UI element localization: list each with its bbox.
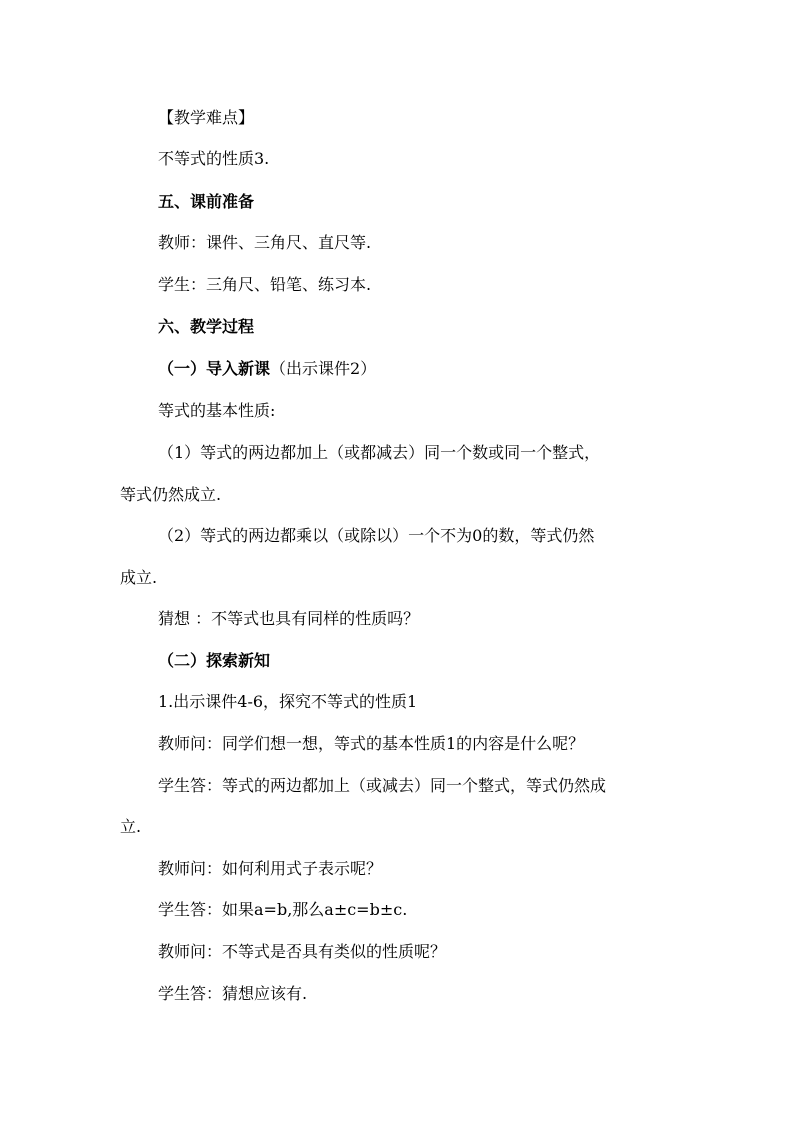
paragraph-student-answer-3: 学生答：猜想应该有. — [158, 984, 308, 1003]
paragraph-student-answer-2: 学生答：如果a=b,那么a±c=b±c. — [158, 900, 408, 919]
list-item-property-2: （2）等式的两边都乘以（或除以）一个不为0的数，等式仍然 — [158, 526, 595, 545]
paragraph-step-1: 1.出示课件4-6，探究不等式的性质1 — [158, 692, 418, 711]
paragraph-conjecture: 猜想 ：不等式也具有同样的性质吗？ — [158, 609, 420, 628]
paragraph-teacher-question-2: 教师问：如何利用式子表示呢？ — [158, 859, 383, 878]
paragraph-teacher-question-1: 教师问：同学们想一想，等式的基本性质1的内容是什么呢？ — [158, 734, 585, 753]
paragraph-student-materials: 学生：三角尺、铅笔、练习本. — [158, 275, 372, 294]
heading-teaching-difficulty: 【教学难点】 — [158, 108, 255, 127]
subheading-introduction — [158, 357, 376, 381]
list-item-property-1: （1）等式的两边都加上（或都减去）同一个数或同一个整式， — [158, 443, 601, 462]
section-heading-preparation: 五、课前准备 — [158, 192, 255, 211]
paragraph-equation-properties: 等式的基本性质: — [158, 401, 276, 420]
list-item-property-1-continued: 等式仍然成立. — [120, 485, 222, 504]
paragraph-difficulty-content: 不等式的性质3. — [158, 149, 270, 168]
section-heading-process: 六、教学过程 — [158, 317, 255, 336]
paragraph-teacher-question-3: 教师问：不等式是否具有类似的性质呢？ — [158, 942, 447, 961]
paragraph-student-answer-1: 学生答：等式的两边都加上（或减去）同一个整式，等式仍然成 — [158, 776, 607, 795]
subheading-introduction-note: （出示课件2） — [270, 359, 377, 378]
subheading-introduction-title: （一）导入新课 — [158, 359, 271, 378]
paragraph-teacher-materials: 教师：课件、三角尺、直尺等. — [158, 233, 372, 252]
paragraph-student-answer-1-continued: 立. — [120, 817, 142, 836]
list-item-property-2-continued: 成立. — [120, 568, 158, 587]
subheading-explore: （二）探索新知 — [158, 651, 271, 670]
